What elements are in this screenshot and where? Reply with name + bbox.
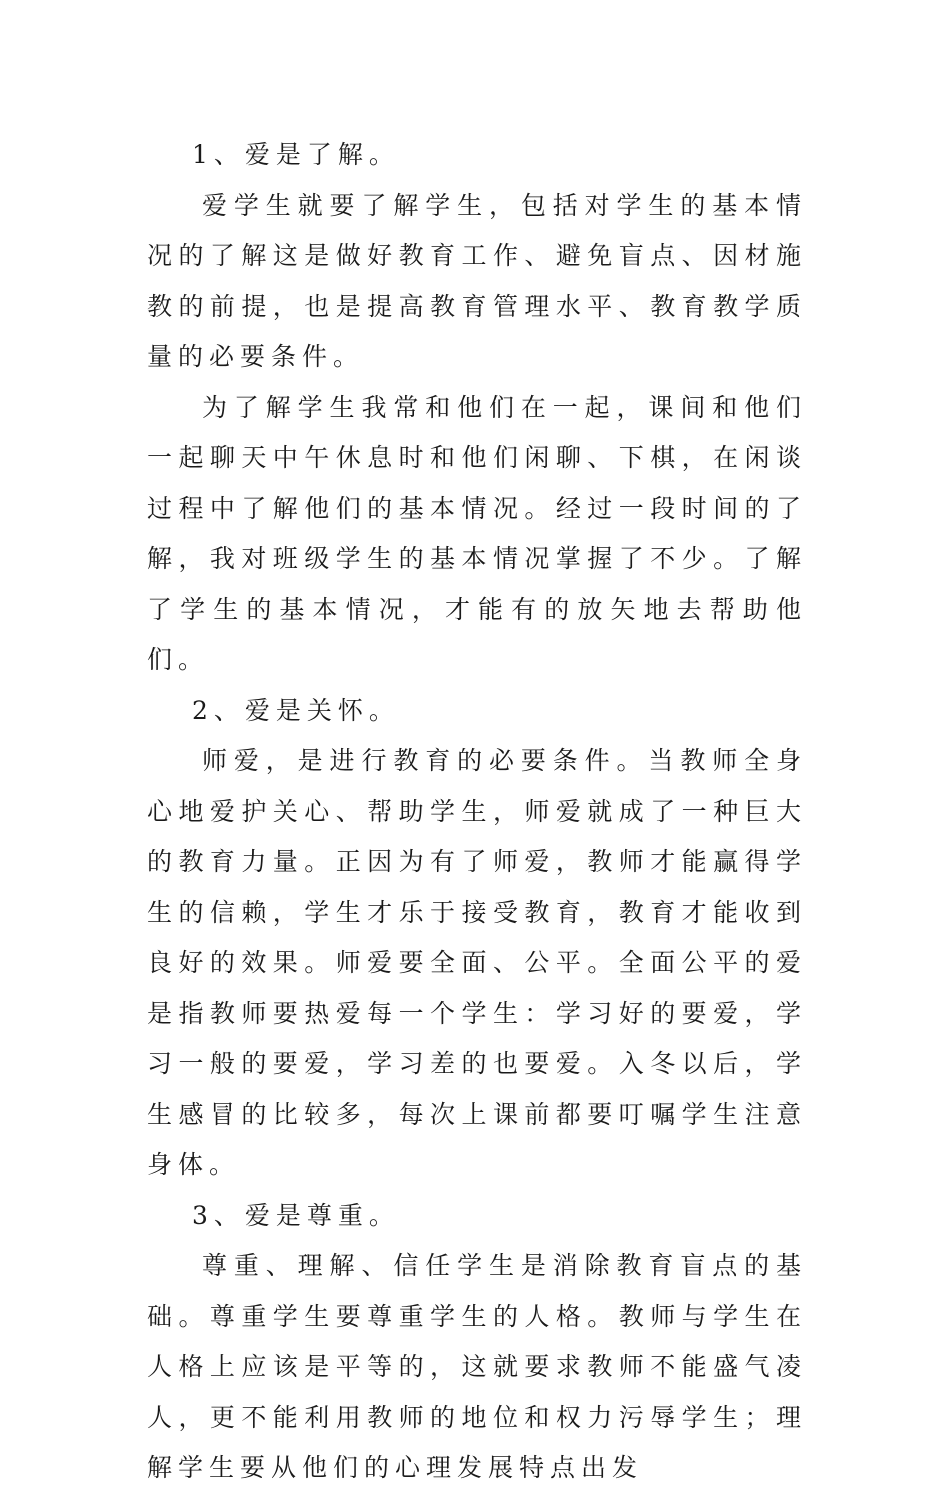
section-1-paragraph-1: 爱学生就要了解学生，包括对学生的基本情况的了解这是做好教育工作、避免盲点、因材施教的前提，也是提高教育管理水平、教育教学质量的必要条件。: [147, 190, 807, 371]
section-1-paragraph-2: 为了解学生我常和他们在一起，课间和他们一起聊天中午休息时和他们闲聊、下棋，在闲谈过程中了解他们的基本情况。经过一段时间的了解，我对班级学生的基本情况掌握了不少。了解了学生的基本情况，才能有的放矢地去帮助他们。: [147, 392, 807, 674]
section-heading-2: 2、爱是关怀。: [192, 695, 400, 725]
section-2-paragraph-1: 师爱，是进行教育的必要条件。当教师全身心地爱护关心、帮助学生，师爱就成了一种巨大的教育力量。正因为有了师爱，教师才能赢得学生的信赖，学生才乐于接受教育，教育才能收到良好的效果。师爱要全面、公平。全面公平的爱是指教师要热爱每一个学生：学习好的要爱，学习一般的要爱，学习差的也要爱。入冬以后，学生感冒的比较多，每次上课前都要叮嘱学生注意身体。: [147, 746, 807, 1179]
section-heading-1: 1、爱是了解。: [192, 140, 400, 169]
section-heading-3: 3、爱是尊重。: [192, 1200, 400, 1230]
section-3-paragraph-1: 尊重、理解、信任学生是消除教育盲点的基础。尊重学生要尊重学生的人格。教师与学生在人格上应该是平等的，这就要求教师不能盛气凌人，更不能利用教师的地位和权力污辱学生；理解学生要从他们的心理发展特点出发: [147, 1251, 807, 1482]
document-page: [147, 130, 807, 1494]
